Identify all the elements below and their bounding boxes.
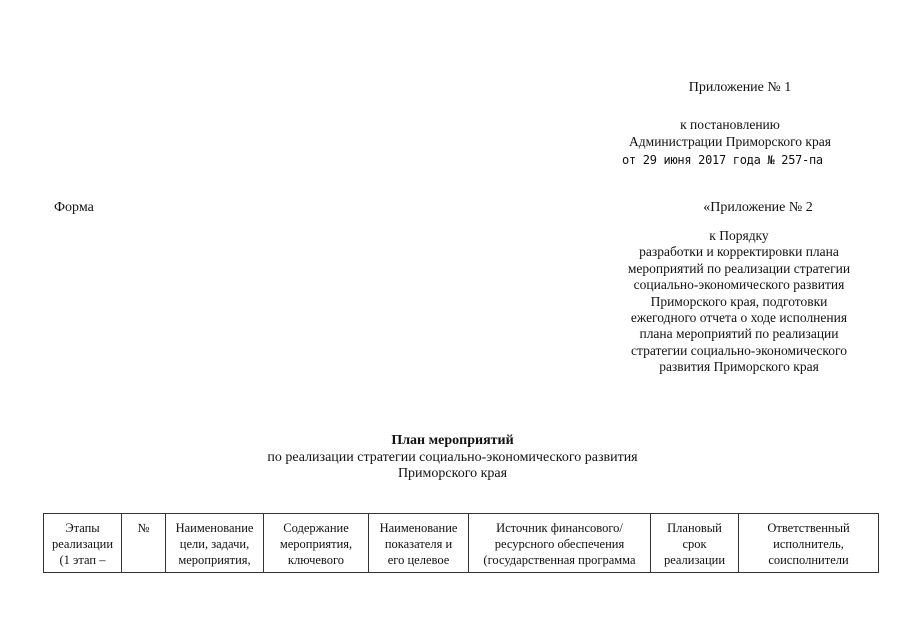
appendix2-subtitle <box>594 228 884 376</box>
appendix1-subtitle <box>595 116 865 150</box>
header-cell-source <box>469 514 651 573</box>
header-cell-term <box>651 514 739 573</box>
plan-subtitle-text: по реализации стратегии социально-экономического развития Приморского края <box>267 450 638 481</box>
header-name-text: Наименование цели, задачи, мероприятия, <box>175 521 254 567</box>
header-cell-number <box>122 514 166 573</box>
header-cell-name <box>166 514 264 573</box>
header-cell-content <box>264 514 369 573</box>
header-indicator-text: Наименование показателя и его целевое <box>379 521 458 567</box>
appendix2-title: «Приложение № 2 <box>703 200 813 215</box>
plan-subtitle <box>200 450 705 482</box>
appendix1-title: Приложение № 1 <box>688 80 792 95</box>
header-number-text: № <box>137 521 150 535</box>
table-header-row <box>44 514 879 573</box>
plan-table <box>43 513 879 573</box>
header-cell-executor <box>739 514 879 573</box>
header-source-text: Источник финансового/ ресурсного обеспечения (государственная программа <box>483 521 636 567</box>
header-content-text: Содержание мероприятия, ключевого <box>279 521 353 567</box>
plan-title: План мероприятий <box>391 433 514 448</box>
appendix1-subtitle-text: к постановлению Администрации Приморского края <box>629 117 831 149</box>
header-cell-indicator <box>369 514 469 573</box>
header-cell-stages <box>44 514 122 573</box>
header-term-text: Плановый срок реализации <box>663 521 726 567</box>
form-label: Форма <box>54 200 94 215</box>
appendix2-subtitle-text: к Порядку разработки и корректировки плана мероприятий по реализации стратегии социально-экономического развития Приморского края, подготовки ежегодного отчета о ходе исполнения плана мероприятий по реализации стратегии социально-экономического развития Приморского края <box>627 228 851 375</box>
header-stages-text: Этапы реализации (1 этап – <box>51 521 114 567</box>
header-executor-text: Ответственный исполнитель, соисполнители <box>767 521 850 567</box>
appendix1-date: от 29 июня 2017 года № 257-па <box>622 153 823 167</box>
